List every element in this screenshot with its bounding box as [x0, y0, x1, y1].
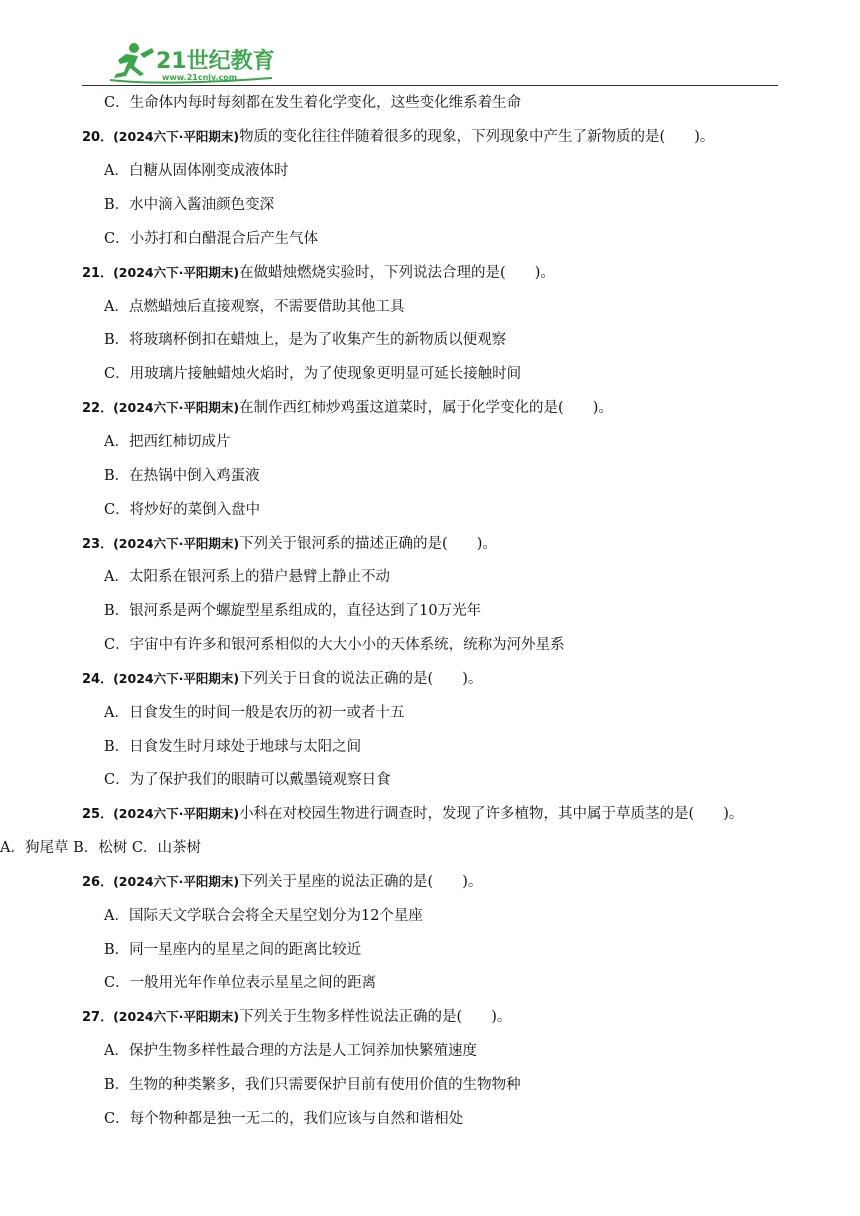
- question-number: 24．: [82, 672, 114, 687]
- question-stem: 物质的变化往往伴随着很多的现象，下列现象中产生了新物质的是( )。: [239, 129, 715, 145]
- question-20: [82, 127, 714, 148]
- question-27: [82, 1007, 511, 1028]
- option-b: B．松树: [73, 840, 128, 856]
- option-c: C．宇宙中有许多和银河系相似的大大小小的天体系统，统称为河外星系: [104, 637, 565, 653]
- question-number: 27．: [82, 1010, 114, 1025]
- question-number: 26．: [82, 875, 114, 890]
- question-source: (2024六下·平阳期末): [113, 536, 240, 551]
- option-a: A．点燃蜡烛后直接观察，不需要借助其他工具: [104, 299, 405, 315]
- question-source: (2024六下·平阳期末): [113, 129, 240, 144]
- option-b: B．同一星座内的星星之间的距离比较近: [104, 942, 362, 958]
- option-b: B．水中滴入酱油颜色变深: [104, 197, 275, 213]
- option-a: A．国际天文学联合会将全天星空划分为12个星座: [104, 908, 423, 924]
- question-stem: 在做蜡烛燃烧实验时，下列说法合理的是( )。: [239, 265, 555, 281]
- option-c: C．将炒好的菜倒入盘中: [104, 502, 261, 518]
- option-a: A．日食发生的时间一般是农历的初一或者十五: [104, 705, 405, 721]
- option-a: A．把西红柿切成片: [104, 434, 231, 450]
- question-stem: 下列关于银河系的描述正确的是( )。: [239, 536, 497, 552]
- option-b: B．将玻璃杯倒扣在蜡烛上，是为了收集产生的新物质以便观察: [104, 332, 507, 348]
- question-number: 20．: [82, 130, 114, 145]
- option-c: C．每个物种都是独一无二的，我们应该与自然和谐相处: [104, 1111, 464, 1127]
- question-21: [82, 263, 555, 284]
- question-number: 21．: [82, 266, 114, 281]
- page-header: [0, 0, 860, 90]
- options-row: [0, 838, 860, 858]
- question-23: [82, 534, 497, 555]
- option-a: A．太阳系在银河系上的猎户悬臂上静止不动: [104, 569, 390, 585]
- question-stem: 下列关于日食的说法正确的是( )。: [239, 671, 483, 687]
- brand-logo: [104, 40, 279, 85]
- question-stem: 下列关于生物多样性说法正确的是( )。: [239, 1009, 512, 1025]
- option-a: A．保护生物多样性最合理的方法是人工饲养加快繁殖速度: [104, 1043, 477, 1059]
- option-b: B．银河系是两个螺旋型星系组成的，直径达到了10万光年: [104, 603, 482, 619]
- header-divider: [82, 85, 778, 86]
- option-c: C．为了保护我们的眼睛可以戴墨镜观察日食: [104, 772, 391, 788]
- question-22: [82, 398, 613, 419]
- question-source: (2024六下·平阳期末): [113, 400, 240, 415]
- option-text: C．生命体内每时每刻都在发生着化学变化，这些变化维系着生命: [104, 95, 522, 111]
- svg-text:www.21cnjy.com: www.21cnjy.com: [162, 73, 238, 82]
- question-source: (2024六下·平阳期末): [113, 265, 240, 280]
- option-b: B．生物的种类繁多，我们只需要保护目前有使用价值的生物物种: [104, 1077, 521, 1093]
- question-24: [82, 669, 482, 690]
- question-25: [82, 804, 743, 825]
- option-b: B．在热锅中倒入鸡蛋液: [104, 468, 260, 484]
- option-c: C．一般用光年作单位表示星星之间的距离: [104, 975, 377, 991]
- option-a: A．狗尾草: [0, 840, 69, 856]
- option-c: C．山茶树: [131, 840, 201, 856]
- option-a: A．白糖从固体刚变成液体时: [104, 163, 289, 179]
- question-26: [82, 872, 482, 893]
- question-source: (2024六下·平阳期末): [113, 806, 240, 821]
- question-number: 23．: [82, 537, 114, 552]
- question-number: 25．: [82, 807, 114, 822]
- question-stem: 小科在对校园生物进行调查时，发现了许多植物，其中属于草质茎的是( )。: [239, 806, 744, 822]
- question-stem: 在制作西红柿炒鸡蛋这道菜时，属于化学变化的是( )。: [239, 400, 613, 416]
- question-stem: 下列关于星座的说法正确的是( )。: [239, 874, 483, 890]
- option-c: C．小苏打和白醋混合后产生气体: [104, 231, 319, 247]
- svg-text:21世纪教育: 21世纪教育: [156, 49, 275, 74]
- question-source: (2024六下·平阳期末): [113, 671, 240, 686]
- question-source: (2024六下·平阳期末): [113, 874, 240, 889]
- question-source: (2024六下·平阳期末): [113, 1009, 240, 1024]
- question-number: 22．: [82, 401, 114, 416]
- option-c: C．用玻璃片接触蜡烛火焰时，为了使现象更明显可延长接触时间: [104, 366, 522, 382]
- option-b: B．日食发生时月球处于地球与太阳之间: [104, 739, 362, 755]
